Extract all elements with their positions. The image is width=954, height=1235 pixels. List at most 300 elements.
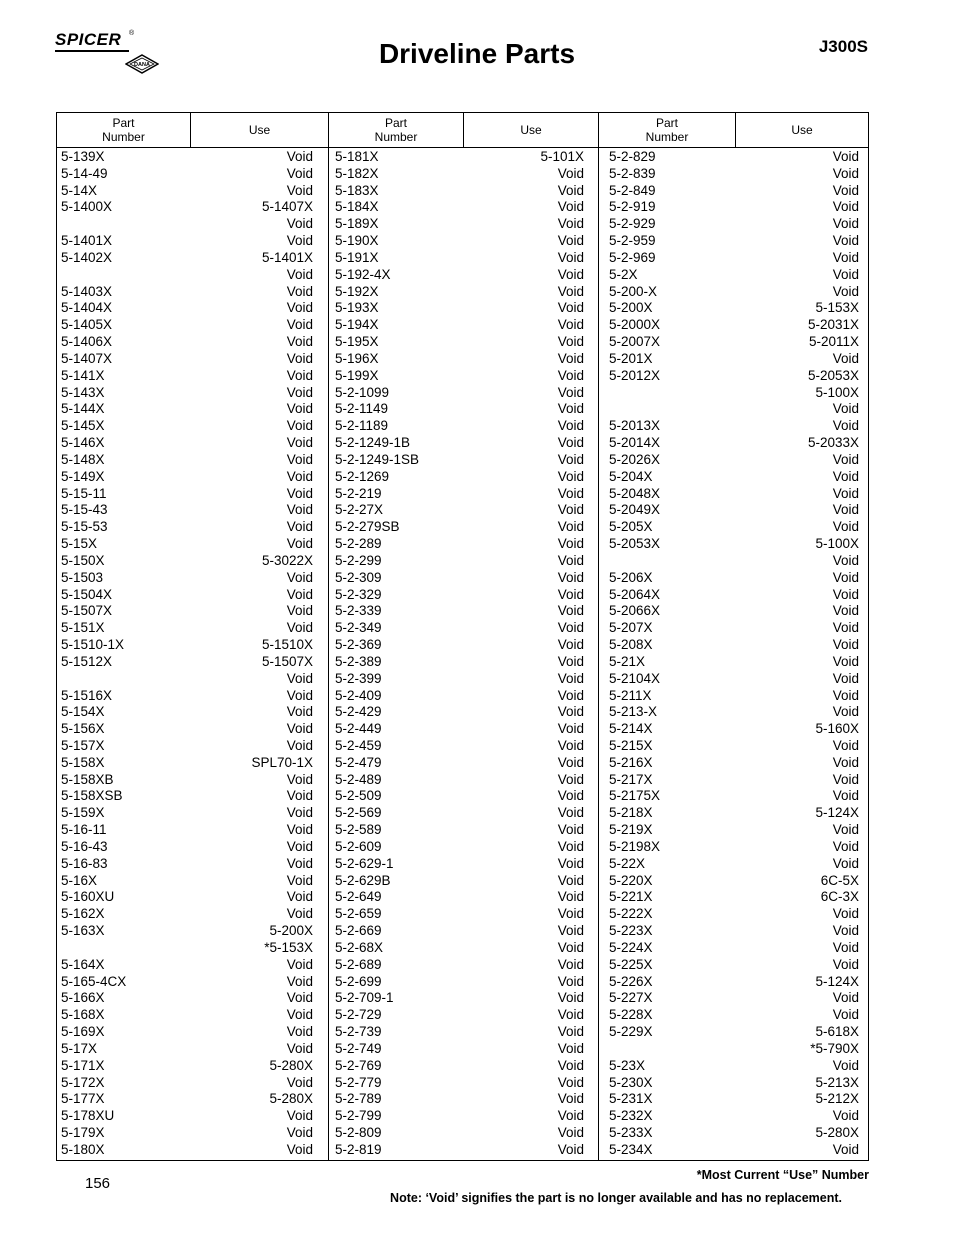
part-number: 5-179X (61, 1125, 105, 1141)
use-value: 5-1507X (261, 653, 313, 669)
part-number: 5-213-X (609, 704, 658, 720)
use-value: Void (832, 468, 859, 484)
table-row (331, 1142, 584, 1159)
use-value: Void (557, 266, 584, 282)
table-row (331, 822, 584, 839)
table-row (331, 284, 584, 301)
part-number: 5-2-279SB (335, 519, 400, 535)
use-value: Void (557, 1057, 584, 1073)
table-row (57, 418, 313, 435)
part-number: 5-2-479 (335, 754, 382, 770)
part-number: 5-2-389 (335, 653, 382, 669)
use-value: 5-3022X (261, 552, 313, 568)
use-value: Void (832, 1007, 859, 1023)
part-number: 5-162X (61, 906, 105, 922)
table-row (331, 570, 584, 587)
part-number: 5-194X (335, 317, 379, 333)
part-number: 5-14-49 (61, 165, 108, 181)
use-value: Void (832, 266, 859, 282)
part-number: 5-2-969 (609, 249, 656, 265)
table-row (605, 418, 859, 435)
table-row (57, 940, 313, 957)
table-row (605, 856, 859, 873)
part-number: 5-221X (609, 889, 653, 905)
part-number: 5-2-959 (609, 233, 656, 249)
table-row (605, 385, 859, 402)
part-number: 5-227X (609, 990, 653, 1006)
table-row (605, 368, 859, 385)
part-number: 5-2-68X (335, 939, 384, 955)
part-number: 5-15X (61, 536, 98, 552)
part-number: 5-196X (335, 350, 379, 366)
use-value: Void (557, 956, 584, 972)
use-value: 6C-5X (820, 872, 859, 888)
part-number: 5-157X (61, 737, 105, 753)
part-number: 5-2175X (609, 788, 661, 804)
part-number: 5-177X (61, 1091, 105, 1107)
table-row (605, 570, 859, 587)
use-value: Void (832, 182, 859, 198)
use-value: Void (832, 990, 859, 1006)
table-row (57, 452, 313, 469)
part-number: 5-2014X (609, 435, 661, 451)
table-row (331, 1075, 584, 1092)
part-number: 5-178XU (61, 1108, 115, 1124)
part-number: 5-2-1269 (335, 468, 390, 484)
part-number: 5-2-709-1 (335, 990, 394, 1006)
use-value: Void (832, 519, 859, 535)
use-value: Void (286, 283, 313, 299)
part-number: 5-2048X (609, 485, 661, 501)
table-row (57, 671, 313, 688)
table-row (331, 906, 584, 923)
table-row (331, 351, 584, 368)
part-number: 5-1507X (61, 603, 113, 619)
use-value: Void (286, 367, 313, 383)
table-row (331, 368, 584, 385)
use-value: Void (286, 1108, 313, 1124)
part-number: 5-217X (609, 771, 653, 787)
table-row (605, 654, 859, 671)
use-value: Void (286, 1024, 313, 1040)
part-number: 5-2-589 (335, 822, 382, 838)
table-row (605, 957, 859, 974)
use-value: 5-618X (815, 1024, 859, 1040)
table-row (605, 1041, 859, 1058)
use-value: Void (832, 165, 859, 181)
part-number: 5-2-509 (335, 788, 382, 804)
part-number: 5-2X (609, 266, 638, 282)
part-number: 5-2-669 (335, 923, 382, 939)
part-number: 5-164X (61, 956, 105, 972)
table-row (331, 990, 584, 1007)
part-number: 5-204X (609, 468, 653, 484)
table-row (605, 536, 859, 553)
use-value: Void (557, 569, 584, 585)
use-value: SPL70-1X (251, 754, 313, 770)
table-row (605, 183, 859, 200)
part-number: 5-206X (609, 569, 653, 585)
part-number: 5-2012X (609, 367, 661, 383)
use-value: *5-790X (810, 1040, 859, 1056)
table-row (605, 637, 859, 654)
table-row (331, 435, 584, 452)
part-number: 5-2-569 (335, 805, 382, 821)
use-value: 5-2011X (808, 334, 859, 350)
part-number: 5-200X (609, 300, 653, 316)
table-row (331, 334, 584, 351)
table-row (57, 216, 313, 233)
table-row (605, 974, 859, 991)
table-row (57, 1091, 313, 1108)
use-value: 5-280X (815, 1125, 859, 1141)
table-row (57, 721, 313, 738)
part-number: 5-2-749 (335, 1040, 382, 1056)
use-value: Void (557, 536, 584, 552)
use-value: Void (557, 620, 584, 636)
part-number: 5-1503 (61, 569, 104, 585)
use-value: 5-280X (269, 1091, 313, 1107)
table-row (605, 990, 859, 1007)
part-number: 5-195X (335, 334, 379, 350)
part-number: 5-1400X (61, 199, 113, 215)
part-number: 5-192X (335, 283, 379, 299)
use-value: Void (557, 586, 584, 602)
use-value: Void (557, 906, 584, 922)
table-row (605, 889, 859, 906)
use-value: 5-124X (815, 805, 859, 821)
use-value: Void (832, 637, 859, 653)
table-row (57, 1058, 313, 1075)
use-value: Void (286, 1007, 313, 1023)
table-row (605, 822, 859, 839)
use-value: Void (557, 990, 584, 1006)
table-row (605, 772, 859, 789)
part-number: 5-2-729 (335, 1007, 382, 1023)
use-value: Void (832, 552, 859, 568)
table-row (331, 688, 584, 705)
part-number: 5-192-4X (335, 266, 391, 282)
use-value: Void (832, 754, 859, 770)
use-value: Void (557, 653, 584, 669)
footnote-current-use: *Most Current “Use” Number (696, 1168, 869, 1182)
table-row (57, 755, 313, 772)
use-value: Void (832, 418, 859, 434)
table-row (57, 704, 313, 721)
table-row (57, 1041, 313, 1058)
part-number: 5-1407X (61, 350, 113, 366)
use-value: Void (557, 1141, 584, 1157)
use-value: Void (832, 939, 859, 955)
part-number: 5-2-349 (335, 620, 382, 636)
table-row (331, 957, 584, 974)
part-number: 5-2-789 (335, 1091, 382, 1107)
table-row (605, 873, 859, 890)
table-row (331, 671, 584, 688)
use-value: Void (832, 283, 859, 299)
part-number: 5-139X (61, 149, 105, 164)
part-number: 5-160XU (61, 889, 115, 905)
use-value: Void (832, 233, 859, 249)
part-number: 5-2-299 (335, 552, 382, 568)
part-number: 5-158XSB (61, 788, 123, 804)
table-row (605, 149, 859, 166)
part-number: 5-2-369 (335, 637, 382, 653)
part-number: 5-2104X (609, 670, 661, 686)
use-value: Void (286, 704, 313, 720)
use-value: Void (832, 906, 859, 922)
table-row (57, 654, 313, 671)
use-value: Void (557, 838, 584, 854)
table-row (331, 267, 584, 284)
page-title: Driveline Parts (378, 38, 576, 69)
table-row (331, 654, 584, 671)
use-value: Void (286, 956, 313, 972)
part-number: 5-2066X (609, 603, 661, 619)
part-number: 5-171X (61, 1057, 105, 1073)
part-number: 5-231X (609, 1091, 653, 1107)
use-value: Void (557, 401, 584, 417)
use-value: Void (557, 788, 584, 804)
table-row (57, 603, 313, 620)
table-row (331, 1024, 584, 1041)
part-number: 5-200-X (609, 283, 658, 299)
use-value: 5-100X (815, 536, 859, 552)
part-number: 5-1516X (61, 687, 113, 703)
part-number: 5-225X (609, 956, 653, 972)
table-row (331, 755, 584, 772)
use-value: Void (832, 569, 859, 585)
part-number: 5-2026X (609, 451, 661, 467)
part-number: 5-229X (609, 1024, 653, 1040)
part-number: 5-150X (61, 552, 105, 568)
use-value: Void (286, 182, 313, 198)
table-column-2 (331, 149, 584, 1159)
use-value: Void (286, 1074, 313, 1090)
column-divider (328, 147, 329, 1160)
column-divider (598, 147, 599, 1160)
part-number: 5-2049X (609, 502, 661, 518)
part-number: 5-226X (609, 973, 653, 989)
use-value: Void (286, 721, 313, 737)
use-value: Void (832, 670, 859, 686)
use-value: Void (557, 384, 584, 400)
table-row (605, 351, 859, 368)
table-row (331, 1007, 584, 1024)
use-value: 5-101X (540, 149, 584, 164)
part-number: 5-2-699 (335, 973, 382, 989)
table-row (331, 974, 584, 991)
use-value: Void (286, 149, 313, 164)
use-value: Void (286, 906, 313, 922)
use-value: Void (832, 653, 859, 669)
part-number: 5-143X (61, 384, 105, 400)
use-value: Void (286, 737, 313, 753)
table-row (605, 704, 859, 721)
part-number: 5-219X (609, 822, 653, 838)
part-number: 5-16-11 (61, 822, 107, 838)
table-row (605, 688, 859, 705)
use-value: Void (557, 923, 584, 939)
table-row (57, 889, 313, 906)
table-row (331, 486, 584, 503)
use-value: Void (286, 973, 313, 989)
table-row (605, 334, 859, 351)
footnote-void-note: Note: ‘Void’ signifies the part is no longer available and has no replacement. (390, 1191, 842, 1205)
table-row (605, 233, 859, 250)
use-value: Void (832, 923, 859, 939)
part-number: 5-165-4CX (61, 973, 127, 989)
table-row (331, 1091, 584, 1108)
table-row (57, 738, 313, 755)
part-number: 5-2-1249-1SB (335, 451, 420, 467)
use-value: Void (557, 1024, 584, 1040)
use-value: Void (557, 334, 584, 350)
part-number: 5-2-409 (335, 687, 382, 703)
part-number: 5-2198X (609, 838, 661, 854)
use-value: Void (557, 855, 584, 871)
table-row (331, 553, 584, 570)
part-number: 5-189X (335, 216, 379, 232)
table-row (605, 486, 859, 503)
part-number: 5-218X (609, 805, 653, 821)
parts-table (56, 112, 869, 1161)
table-row (57, 536, 313, 553)
use-value: Void (286, 1141, 313, 1157)
part-number: 5-190X (335, 233, 379, 249)
part-number: 5-2-489 (335, 771, 382, 787)
use-value: Void (286, 401, 313, 417)
table-row (605, 1142, 859, 1159)
part-number: 5-207X (609, 620, 653, 636)
table-row (331, 1108, 584, 1125)
part-number: 5-22X (609, 855, 646, 871)
table-row (57, 334, 313, 351)
table-row (331, 923, 584, 940)
table-row (605, 1108, 859, 1125)
use-value: 6C-3X (820, 889, 859, 905)
part-number: 5-1402X (61, 249, 113, 265)
part-number: 5-151X (61, 620, 105, 636)
table-row (605, 317, 859, 334)
use-value: Void (557, 165, 584, 181)
use-value: Void (286, 233, 313, 249)
use-value: 5-1401X (261, 249, 313, 265)
table-row (57, 502, 313, 519)
table-row (605, 452, 859, 469)
table-row (605, 519, 859, 536)
table-row (605, 1091, 859, 1108)
table-row (331, 1041, 584, 1058)
use-value: Void (832, 401, 859, 417)
use-value: Void (557, 350, 584, 366)
part-number: 5-215X (609, 737, 653, 753)
use-value: Void (557, 1007, 584, 1023)
table-row (605, 267, 859, 284)
part-number: 5-2013X (609, 418, 661, 434)
table-row (605, 603, 859, 620)
part-number: 5-220X (609, 872, 653, 888)
table-row (605, 721, 859, 738)
use-value: Void (286, 418, 313, 434)
table-row (57, 1024, 313, 1041)
svg-text:DANA: DANA (134, 62, 150, 68)
part-number: 5-184X (335, 199, 379, 215)
table-row (57, 284, 313, 301)
use-value: Void (286, 519, 313, 535)
part-number: 5-16-83 (61, 855, 108, 871)
part-number: 5-2-779 (335, 1074, 382, 1090)
table-row (605, 620, 859, 637)
part-number: 5-2-339 (335, 603, 382, 619)
use-value: Void (286, 334, 313, 350)
part-number: 5-156X (61, 721, 105, 737)
use-value: Void (832, 603, 859, 619)
part-number: 5-182X (335, 165, 379, 181)
part-number: 5-180X (61, 1141, 105, 1157)
part-number: 5-2-929 (609, 216, 656, 232)
header-part-number: Part Number (329, 113, 464, 147)
table-row (331, 519, 584, 536)
part-number: 5-2-329 (335, 586, 382, 602)
use-value: Void (286, 300, 313, 316)
table-row (605, 300, 859, 317)
table-row (57, 620, 313, 637)
table-column-1 (57, 149, 313, 1159)
use-value: 5-200X (269, 923, 313, 939)
table-row (331, 317, 584, 334)
part-number: 5-1510-1X (61, 637, 125, 653)
table-row (331, 385, 584, 402)
part-number: 5-166X (61, 990, 105, 1006)
header-use: Use (464, 113, 599, 147)
use-value: Void (557, 771, 584, 787)
use-value: Void (557, 418, 584, 434)
table-row (57, 637, 313, 654)
part-number: 5-2-919 (609, 199, 656, 215)
brand-name: SPICER (55, 30, 122, 49)
table-row (57, 267, 313, 284)
use-value: Void (286, 384, 313, 400)
part-number: 5-169X (61, 1024, 105, 1040)
table-row (331, 166, 584, 183)
part-number: 5-2-27X (335, 502, 384, 518)
table-row (57, 199, 313, 216)
table-row (331, 300, 584, 317)
use-value: 5-213X (815, 1074, 859, 1090)
use-value: Void (557, 1040, 584, 1056)
table-row (57, 486, 313, 503)
use-value: Void (557, 704, 584, 720)
table-row (331, 704, 584, 721)
part-number: 5-21X (609, 653, 646, 669)
table-row (331, 603, 584, 620)
use-value: Void (557, 670, 584, 686)
use-value: Void (557, 435, 584, 451)
use-value: Void (286, 266, 313, 282)
part-number: 5-224X (609, 939, 653, 955)
part-number: 5-216X (609, 754, 653, 770)
table-row (331, 620, 584, 637)
part-number: 5-1401X (61, 233, 113, 249)
part-number: 5-214X (609, 721, 653, 737)
part-number: 5-230X (609, 1074, 653, 1090)
use-value: Void (557, 199, 584, 215)
use-value: Void (832, 199, 859, 215)
use-value: 5-160X (815, 721, 859, 737)
part-number: 5-211X (609, 687, 652, 703)
use-value: Void (557, 451, 584, 467)
